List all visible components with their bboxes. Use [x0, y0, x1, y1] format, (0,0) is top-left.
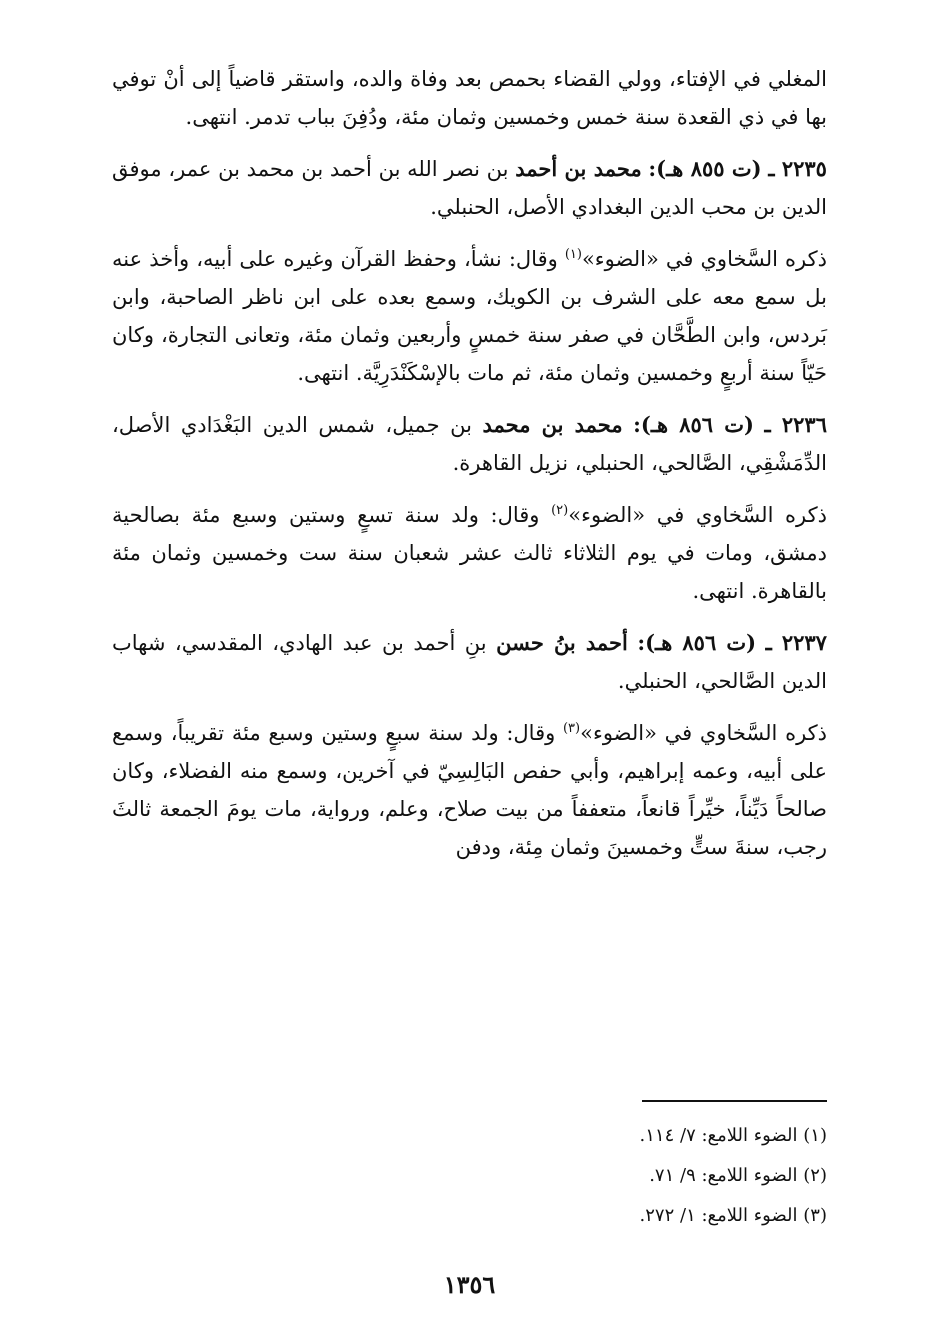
footnotes-section — [112, 1100, 827, 1236]
paragraph-2235-bio — [112, 240, 827, 392]
entry-2235 — [112, 150, 827, 226]
paragraph-continuation: المغلي في الإفتاء، وولي القضاء بحمص بعد وفاة والده، واستقر قاضياً إلى أنْ توفي بها في ذي القعدة سنة خمس وخمسين وثمان مئة، ودُفِنَ بباب تدمر. انتهى. — [112, 67, 827, 129]
entry-lineage: بنِ أحمد بن عبد الهادي، المقدسي، شهاب الدين الصَّالحي، الحنبلي. — [112, 631, 827, 693]
entry-death-date: (ت ٨٥٥ هـ): — [648, 156, 762, 181]
entry-2236 — [112, 406, 827, 482]
entry-name: محمد بن أحمد — [515, 156, 642, 181]
footnote-3: (٣) الضوء اللامع: ١/ ٢٧٢. — [639, 1205, 827, 1226]
page-body — [112, 60, 827, 880]
entry-2237 — [112, 624, 827, 700]
footnote-2: (٢) الضوء اللامع: ٩/ ٧١. — [649, 1165, 827, 1186]
entry-number: ٢٢٣٧ ـ — [765, 630, 827, 655]
bio-text-rest: وقال: ولد سنة تسعٍ وستين وسبع مئة بصالحية دمشق، ومات في يوم الثلاثاء ثالث عشر شعبان سنة ست وخمسين وثمان مئة بالقاهرة. انتهى. — [112, 503, 827, 603]
entry-name: محمد بن محمد — [482, 412, 623, 437]
paragraph-2236-bio — [112, 496, 827, 610]
bio-text-start: ذكره السَّخاوي في «الضوء» — [568, 503, 827, 527]
page-number: ١٣٥٦ — [443, 1270, 496, 1299]
entry-death-date: (ت ٨٥٦ هـ): — [633, 412, 754, 437]
entry-death-date: (ت ٨٥٦ هـ): — [637, 630, 757, 655]
bio-text-rest: وقال: نشأ، وحفظ القرآن وغيره على أبيه، وأخذ عنه بل سمع معه على الشرف بن الكويك، وسمع بعده على ابن ناظر الصاحبة، وابن بَردس، وابن الطَّحَّان في صفر سنة خمسٍ وأربعين وثمان مئة، وتعانى التجارة، وكان حَيّاً سنة أربعٍ وخمسين وثمان مئة، ثم مات بالإسْكَنْدَرِيَّة. انتهى. — [112, 247, 827, 385]
footnote-ref: (٣) — [562, 721, 581, 736]
footnote-1: (١) الضوء اللامع: ٧/ ١١٤. — [639, 1125, 827, 1146]
paragraph-2237-bio — [112, 714, 827, 866]
entry-lineage: بن نصر الله بن أحمد بن محمد بن عمر، موفق الدين بن محب الدين البغدادي الأصل، الحنبلي. — [112, 157, 827, 219]
footnote-ref: (١) — [564, 247, 582, 262]
entry-number: ٢٢٣٦ ـ — [764, 412, 827, 437]
bio-text-rest: وقال: ولد سنة سبعٍ وستين وسبع مئة تقريباً، وسمع على أبيه، وعمه إبراهيم، وأبي حفص البَالِسِيّ في آخرين، وسمع منه الفضلاء، وكان صالحاً دَيِّناً، خيِّراً قانعاً، متعففاً من بيت صلاح، وعلم، ورواية، مات يومَ الجمعة ثالثَ رجب، سنةَ ستٍّ وخمسينَ وثمان مِئة، ودفن — [112, 721, 827, 859]
entry-lineage: بن جميل، شمس الدين البَغْدَادي الأصل، الدِّمَشْقِي، الصَّالحي، الحنبلي، نزيل القاهرة. — [112, 413, 827, 475]
bio-text-start: ذكره السَّخاوي في «الضوء» — [580, 721, 828, 745]
footnote-ref: (٢) — [551, 503, 569, 518]
entry-name: أحمد بنُ حسن — [496, 630, 628, 655]
footnote-divider — [642, 1100, 827, 1102]
entry-number: ٢٢٣٥ ـ — [768, 156, 827, 181]
bio-text-start: ذكره السَّخاوي في «الضوء» — [581, 247, 827, 271]
